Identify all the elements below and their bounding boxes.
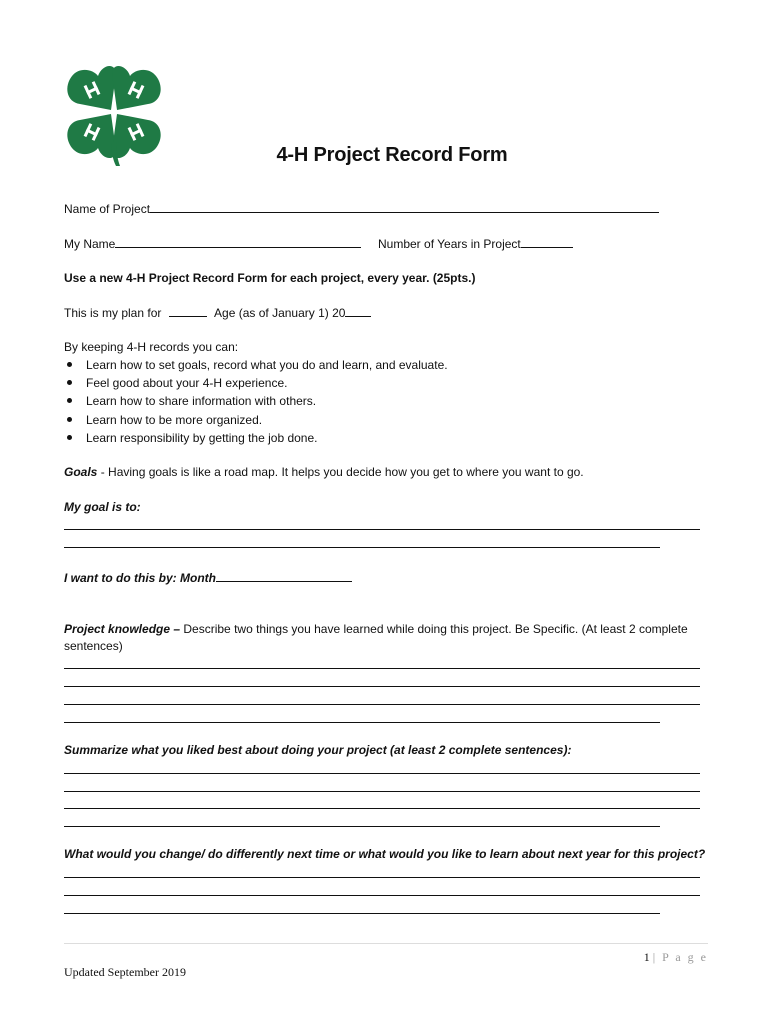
knowledge-answer-line[interactable] — [64, 686, 700, 687]
summarize-answer-line[interactable] — [64, 808, 700, 809]
month-label: I want to do this by: Month — [64, 571, 216, 585]
list-item: Feel good about your 4-H experience. — [64, 374, 448, 392]
goals-paragraph — [64, 465, 584, 479]
list-item: Learn how to set goals, record what you do and learn, and evaluate. — [64, 356, 448, 374]
knowledge-label: Project knowledge – — [64, 622, 181, 636]
benefits-intro: By keeping 4-H records you can: — [64, 340, 239, 354]
list-item: Learn responsibility by getting the job done. — [64, 429, 448, 447]
change-answer-line[interactable] — [64, 877, 700, 878]
change-answer-line[interactable] — [64, 895, 700, 896]
my-goal-label: My goal is to: — [64, 500, 141, 514]
summarize-prompt: Summarize what you liked best about doing your project (at least 2 complete sentences): — [64, 743, 572, 757]
page-number — [644, 950, 708, 965]
project-name-label: Name of Project — [64, 202, 151, 216]
knowledge-answer-line[interactable] — [64, 704, 700, 705]
benefits-list — [64, 356, 448, 447]
plan-row — [64, 305, 371, 320]
list-item: Learn how to share information with others. — [64, 392, 448, 410]
years-field[interactable] — [521, 236, 573, 248]
my-name-field[interactable] — [115, 236, 361, 248]
knowledge-paragraph — [64, 622, 688, 636]
footer-divider — [64, 943, 708, 944]
change-prompt: What would you change/ do differently next time or what would you like to learn about next year for this project? — [64, 847, 706, 861]
month-row — [64, 570, 352, 585]
age-label: Age (as of January 1) 20 — [214, 306, 346, 320]
goal-answer-line[interactable] — [64, 547, 660, 548]
change-answer-line[interactable] — [64, 913, 660, 914]
updated-date: Updated September 2019 — [64, 965, 186, 979]
month-field[interactable] — [216, 570, 352, 582]
list-item: Learn how to be more organized. — [64, 411, 448, 429]
plan-for-field[interactable] — [169, 305, 207, 317]
page-title: 4-H Project Record Form — [276, 144, 508, 166]
summarize-answer-line[interactable] — [64, 791, 700, 792]
page-number-value: 1 — [643, 950, 650, 964]
instruction-text: Use a new 4-H Project Record Form for each project, every year. (25pts.) — [64, 271, 476, 285]
years-row — [378, 236, 573, 251]
goals-text: - Having goals is like a road map. It helps you decide how you get to where you want to go. — [97, 465, 584, 479]
project-name-field[interactable] — [150, 201, 659, 213]
page-label: | P a g e — [652, 950, 708, 964]
my-name-row — [64, 236, 361, 251]
my-name-label: My Name — [64, 237, 116, 251]
plan-for-label: This is my plan for — [64, 306, 162, 320]
years-label: Number of Years in Project — [378, 237, 521, 251]
goals-label: Goals — [64, 465, 98, 479]
knowledge-answer-line[interactable] — [64, 668, 700, 669]
knowledge-answer-line[interactable] — [64, 722, 660, 723]
goal-answer-line[interactable] — [64, 529, 700, 530]
summarize-answer-line[interactable] — [64, 826, 660, 827]
knowledge-text: Describe two things you have learned while doing this project. Be Specific. (At least 2 complete — [180, 622, 688, 636]
summarize-answer-line[interactable] — [64, 773, 700, 774]
knowledge-text-cont: sentences) — [64, 639, 123, 653]
age-year-field[interactable] — [345, 305, 371, 317]
project-name-row — [64, 201, 659, 216]
